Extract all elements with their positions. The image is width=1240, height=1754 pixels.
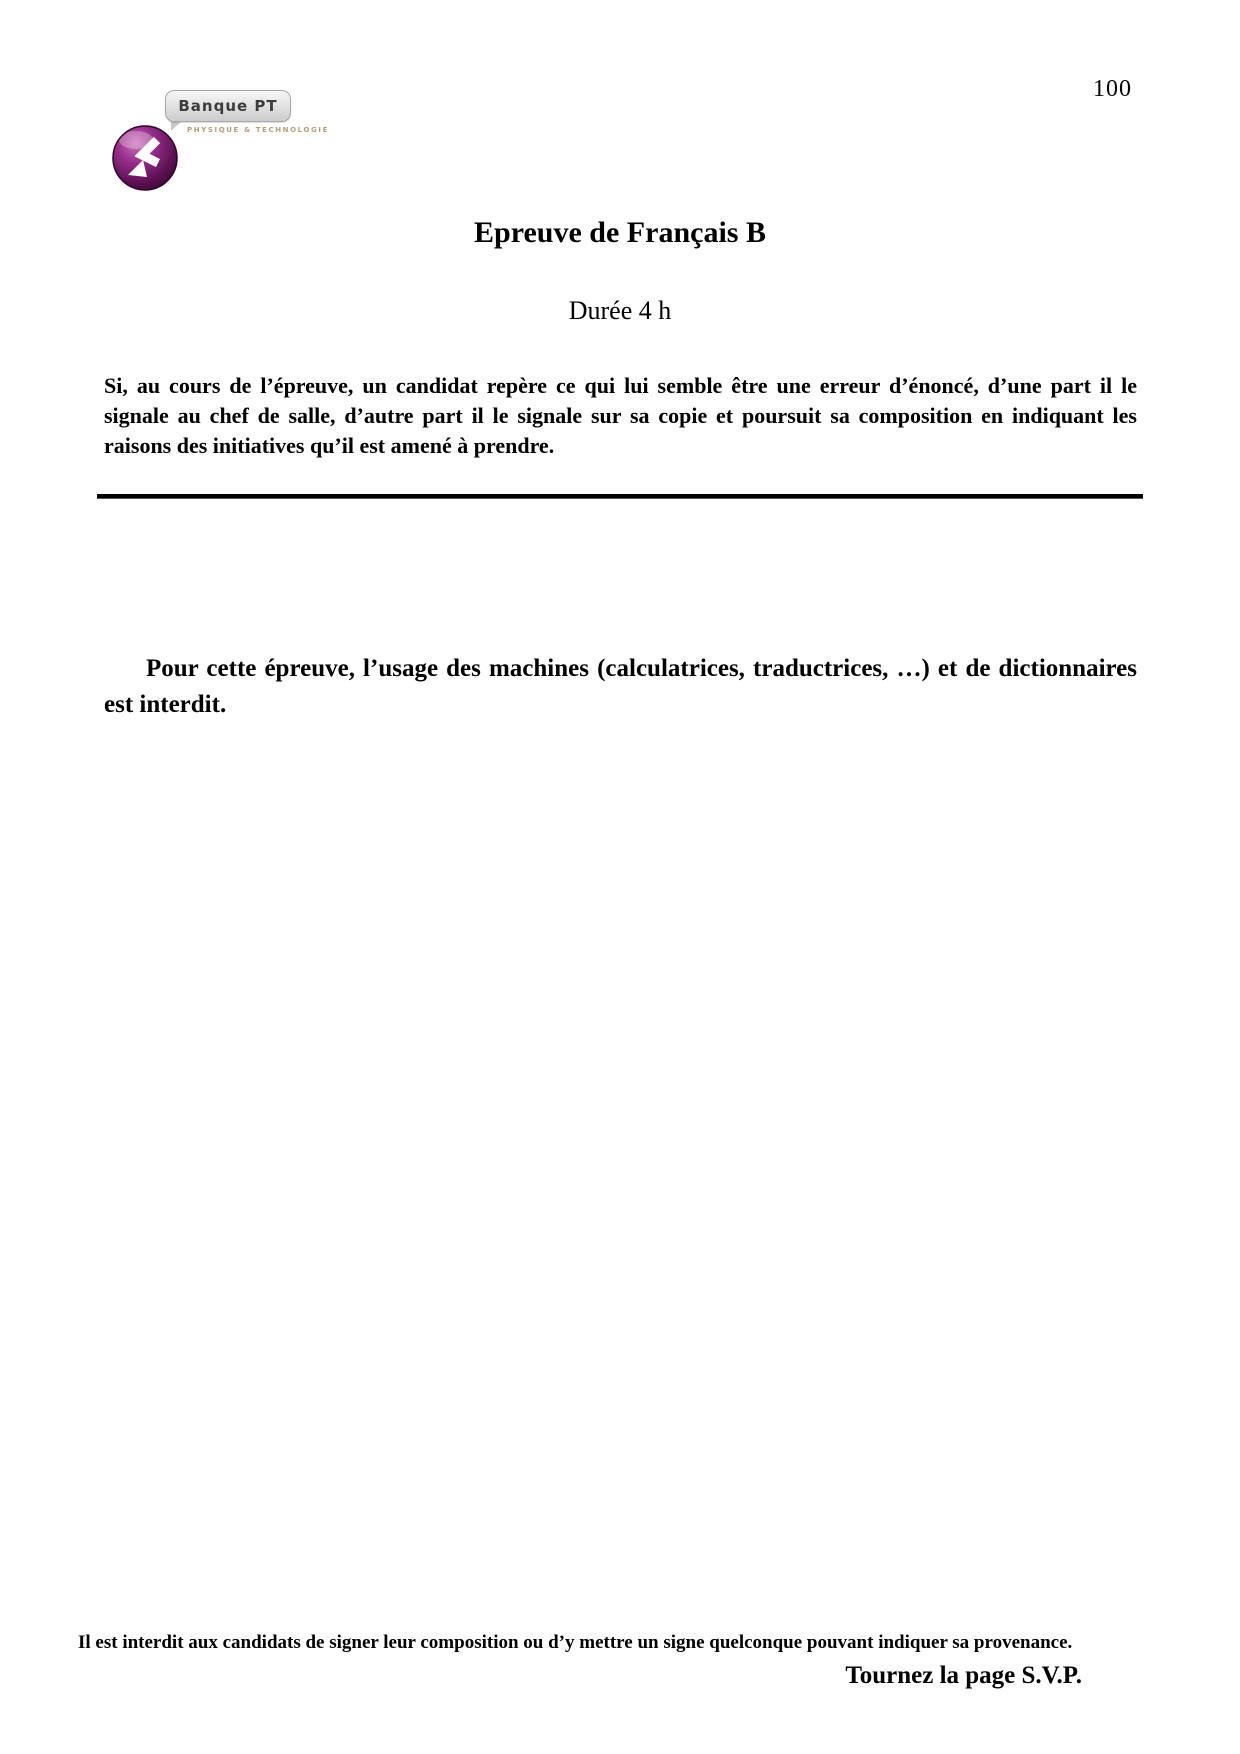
banque-pt-wordmark: Banque PT [165,90,291,122]
banque-pt-logo [105,85,329,200]
banque-pt-tagline: PHYSIQUE & TECHNOLOGIE [187,126,329,134]
error-report-notice: Si, au cours de l’épreuve, un candidat repère ce qui lui semble être une erreur d’énoncé, d’une part il le signale au chef de salle, d’autre part il le signale sur sa copie et poursuit sa composition en indiquant les raisons des initiatives qu’il est amené à prendre. [104,373,1137,458]
exam-duration: Durée 4 h [568,296,672,325]
page-number: 100 [1093,76,1132,102]
exam-title: Epreuve de Français B [474,216,766,249]
no-calculator-notice: Pour cette épreuve, l’usage des machines (calculatrices, traductrices, …) et de dictionnaires est interdit. [104,655,1137,718]
no-signing-notice: Il est interdit aux candidats de signer leur composition ou d’y mettre un signe quelconque pouvant indiquer sa provenance. [78,1632,1073,1653]
turn-page-instruction: Tournez la page S.V.P. [845,1662,1082,1689]
banque-pt-sphere-icon [112,125,178,191]
horizontal-rule [97,494,1143,499]
